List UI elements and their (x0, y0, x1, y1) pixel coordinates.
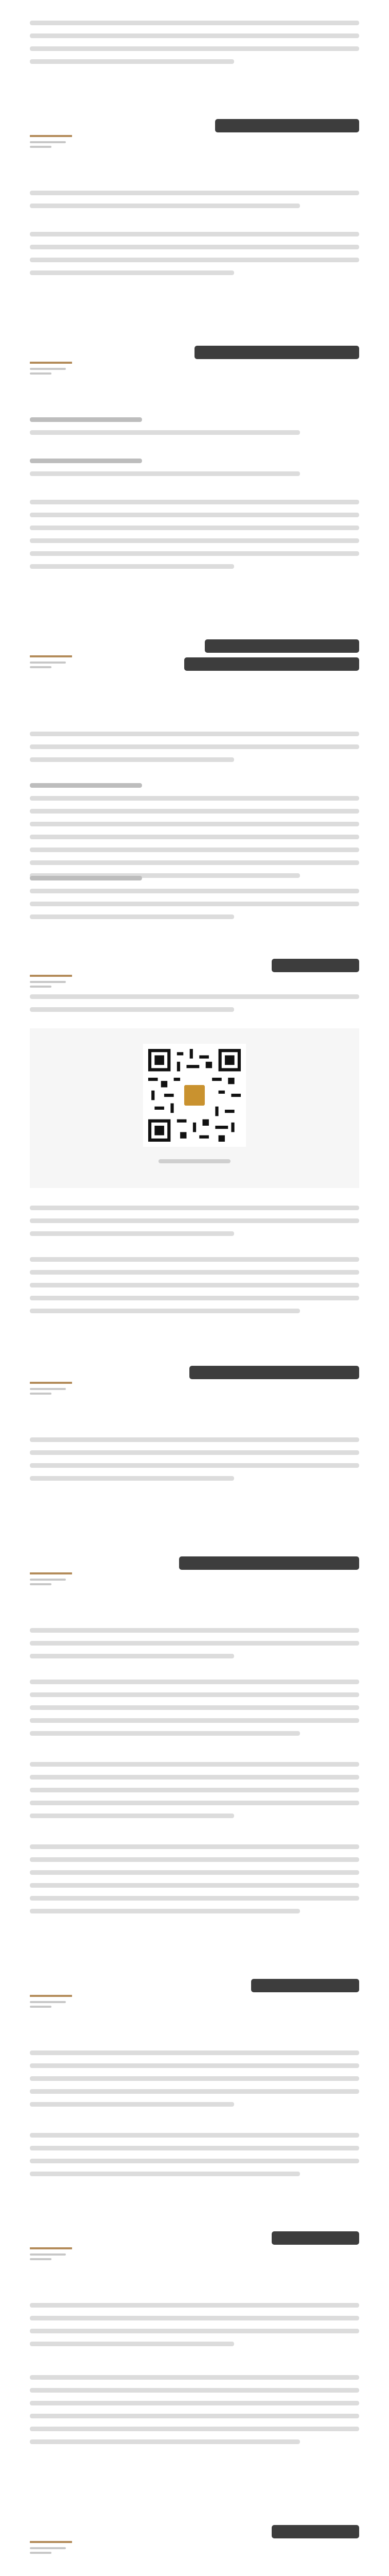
section-06-body-4 (30, 1844, 359, 1922)
qr-center-logo (183, 1083, 206, 1107)
section-accent-rule (30, 2247, 72, 2249)
qr-caption (158, 1159, 231, 1163)
section-03-body-3 (30, 876, 359, 927)
section-06-body (30, 1628, 359, 1667)
section-caption (30, 141, 66, 150)
section-caption (30, 2001, 66, 2010)
section-accent-rule (30, 1572, 72, 1574)
section-02-header (0, 330, 389, 402)
section-05-body (30, 1437, 359, 1489)
section-07-body (30, 2050, 359, 2115)
section-08-header (0, 2215, 389, 2287)
section-03-header (0, 623, 389, 696)
section-title (272, 2227, 359, 2245)
section-08-body-2 (30, 2375, 359, 2452)
section-caption (30, 2547, 66, 2556)
section-accent-rule (30, 1382, 72, 1384)
section-02-body-3 (30, 500, 359, 577)
section-title (251, 1974, 359, 1992)
section-title (194, 341, 359, 359)
section-02-body-2 (30, 459, 359, 484)
section-accent-rule (30, 655, 72, 657)
section-accent-rule (30, 1995, 72, 1997)
intro-paragraph (30, 21, 359, 72)
section-caption (30, 1388, 66, 1397)
section-03-body (30, 732, 359, 770)
section-07-body-2 (30, 2133, 359, 2184)
section-03-body-2 (30, 783, 359, 886)
section-01-body-2 (30, 232, 359, 283)
section-04-body-3 (30, 1257, 359, 1321)
section-title (179, 1552, 359, 1570)
section-title (215, 114, 359, 132)
section-01-header (0, 103, 389, 175)
section-title (272, 954, 359, 972)
section-08-body (30, 2303, 359, 2354)
qr-panel (30, 1028, 359, 1188)
section-accent-rule (30, 975, 72, 977)
section-title (272, 2520, 359, 2538)
section-06-body-2 (30, 1680, 359, 1744)
section-accent-rule (30, 135, 72, 137)
section-caption (30, 981, 66, 990)
section-caption (30, 1579, 66, 1588)
section-accent-rule (30, 362, 72, 364)
section-09-header (0, 2509, 389, 2576)
section-title (184, 635, 359, 671)
section-01-body (30, 191, 359, 216)
section-caption (30, 2253, 66, 2263)
section-02-body (30, 417, 359, 443)
section-07-header (0, 1963, 389, 2035)
section-title (189, 1361, 359, 1379)
section-05-header (0, 1350, 389, 1422)
section-accent-rule (30, 2541, 72, 2543)
section-caption (30, 662, 66, 671)
section-04-body (30, 994, 359, 1020)
section-06-body-3 (30, 1762, 359, 1826)
section-caption (30, 368, 66, 377)
section-04-body-2 (30, 1206, 359, 1244)
section-06-header (0, 1540, 389, 1613)
